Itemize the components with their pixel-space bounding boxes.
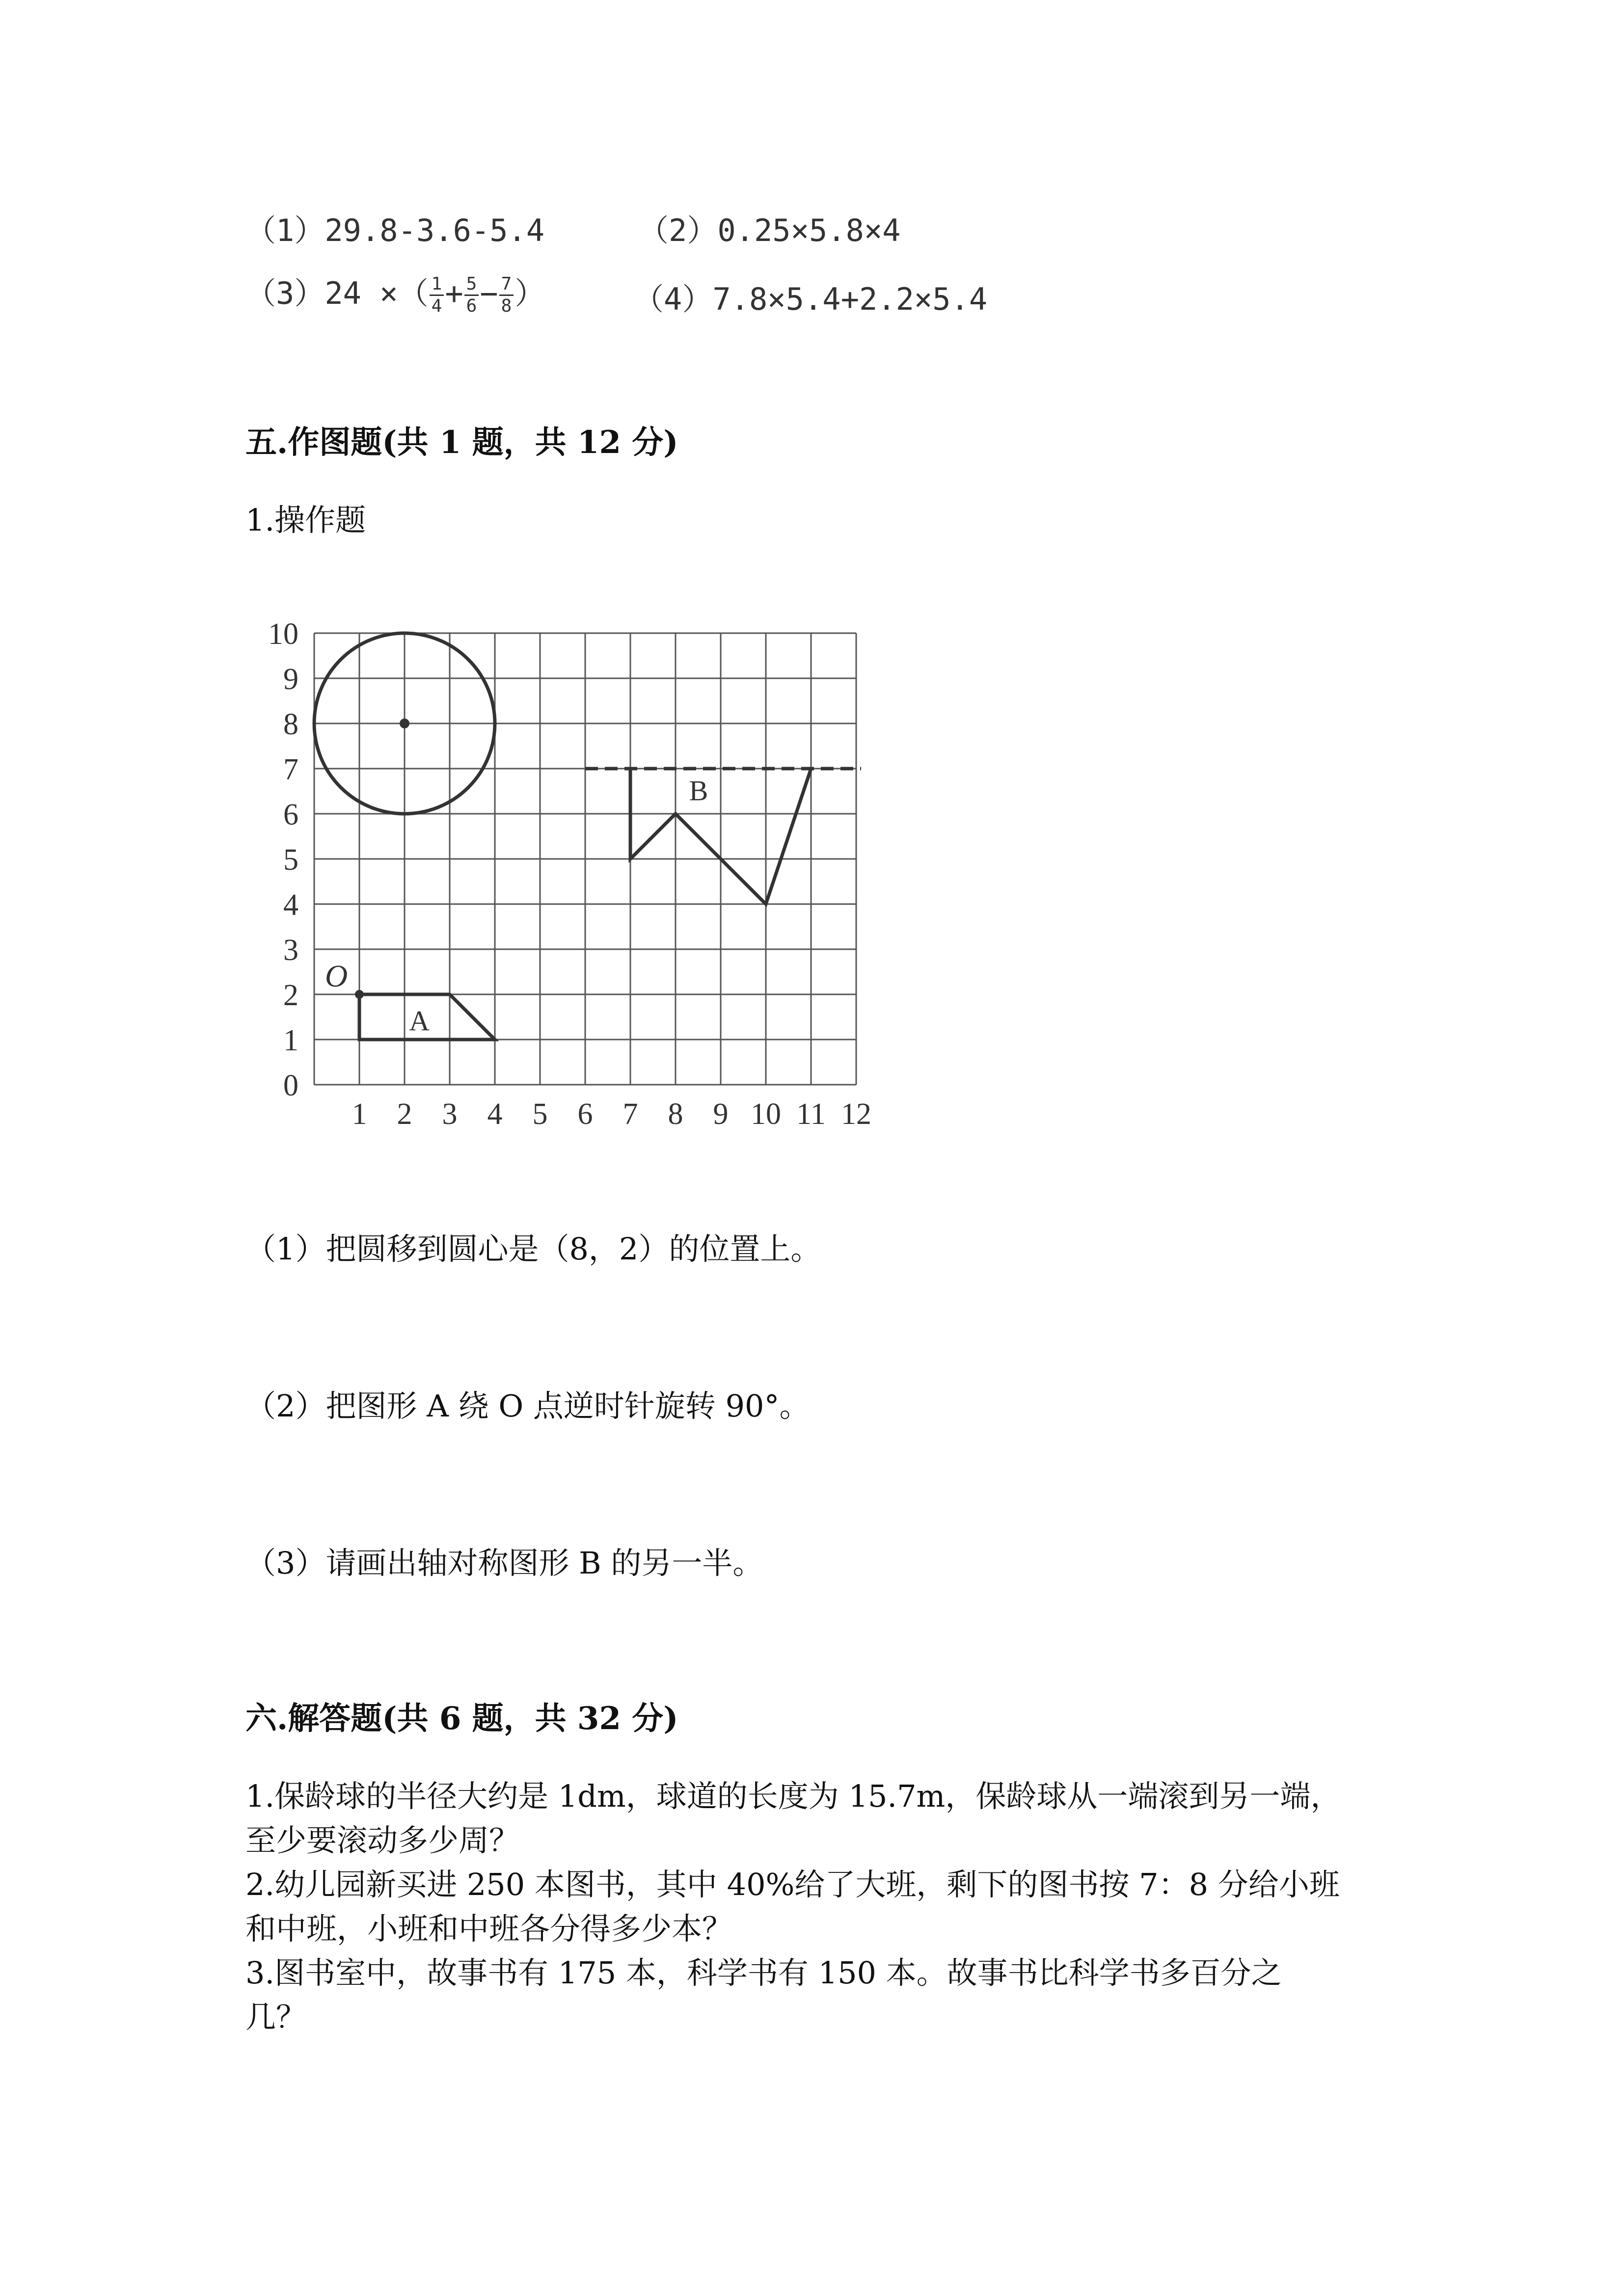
calc-problem-2: （2）0.25×5.8×4 — [638, 213, 901, 248]
y-tick-label: 9 — [283, 663, 298, 696]
calc-problem-1: （1）29.8-3.6-5.4 — [245, 213, 545, 248]
x-tick-label: 6 — [577, 1097, 593, 1131]
x-tick-label: 11 — [796, 1097, 826, 1131]
calc-problem-3-prefix: （3）24 ×（ — [245, 275, 429, 311]
section-5-subquestion-2: （2）把图形 A 绕 O 点逆时针旋转 90°。 — [245, 1388, 810, 1424]
x-tick-label: 8 — [668, 1097, 683, 1131]
x-tick-label: 9 — [713, 1097, 729, 1131]
fraction-5-6 — [464, 274, 479, 317]
x-tick-label: 12 — [841, 1097, 871, 1131]
y-tick-label: 2 — [283, 979, 298, 1012]
x-tick-label: 5 — [532, 1097, 548, 1131]
minus-sign: − — [480, 275, 498, 311]
calc-problem-4: （4）7.8×5.4+2.2×5.4 — [633, 281, 988, 317]
x-tick-label: 7 — [623, 1097, 638, 1131]
fraction-numerator: 5 — [464, 274, 479, 296]
section-6-question-3-line-1: 3.图书室中，故事书有 175 本，科学书有 150 本。故事书比科学书多百分之 — [245, 1955, 1282, 1991]
x-tick-label: 1 — [352, 1097, 367, 1131]
fraction-denominator: 6 — [466, 296, 477, 317]
section-5-question-1-title: 1.操作题 — [245, 502, 366, 538]
y-tick-label: 1 — [283, 1024, 298, 1057]
calc-problem-3-suffix: ） — [514, 275, 545, 311]
point-o-dot — [355, 990, 364, 999]
point-o-label: O — [325, 959, 348, 993]
y-tick-label: 0 — [283, 1069, 298, 1102]
section-6-question-1-line-1: 1.保龄球的半径大约是 1dm，球道的长度为 15.7m，保龄球从一端滚到另一端， — [245, 1778, 1341, 1814]
calc-problem-3 — [245, 269, 545, 317]
fraction-denominator: 8 — [501, 296, 512, 317]
x-tick-label: 10 — [751, 1097, 781, 1131]
y-tick-label: 10 — [268, 617, 298, 651]
x-tick-label: 3 — [442, 1097, 458, 1131]
x-tick-label: 4 — [487, 1097, 503, 1131]
y-tick-label: 3 — [283, 934, 298, 967]
x-tick-label: 2 — [397, 1097, 412, 1131]
shape-a-label: A — [409, 1005, 430, 1037]
shape-b-label: B — [689, 774, 708, 807]
y-tick-label: 5 — [283, 843, 298, 877]
section-6-question-2-line-2: 和中班，小班和中班各分得多少本？ — [245, 1911, 733, 1947]
y-tick-label: 8 — [283, 708, 298, 741]
section-5-subquestion-1: （1）把圆移到圆心是（8，2）的位置上。 — [245, 1231, 821, 1267]
fraction-numerator: 7 — [499, 274, 514, 296]
plus-sign: + — [445, 275, 463, 311]
x-axis-tick-labels — [352, 1097, 872, 1131]
fraction-7-8 — [499, 274, 514, 317]
fraction-1-4 — [430, 274, 444, 317]
section-6-question-2-line-1: 2.幼儿园新买进 250 本图书，其中 40%给了大班，剩下的图书按 7：8 分给小班 — [245, 1867, 1340, 1902]
section-5-heading: 五.作图题(共 1 题，共 12 分) — [245, 424, 678, 461]
section-5-subquestion-3: （3）请画出轴对称图形 B 的另一半。 — [245, 1545, 763, 1581]
y-tick-label: 6 — [283, 798, 298, 831]
circle-center-dot — [400, 719, 409, 728]
section-6-heading: 六.解答题(共 6 题，共 32 分) — [245, 1700, 678, 1737]
fraction-numerator: 1 — [430, 274, 444, 296]
section-6-question-3-line-2: 几？ — [245, 1999, 307, 2035]
coordinate-grid-figure — [236, 599, 913, 1139]
section-6-question-1-line-2: 至少要滚动多少周？ — [245, 1822, 520, 1858]
y-tick-label: 7 — [283, 753, 298, 786]
grid-lines — [314, 633, 856, 1085]
fraction-denominator: 4 — [431, 296, 442, 317]
y-axis-tick-labels — [268, 617, 298, 1102]
y-tick-label: 4 — [283, 888, 298, 922]
